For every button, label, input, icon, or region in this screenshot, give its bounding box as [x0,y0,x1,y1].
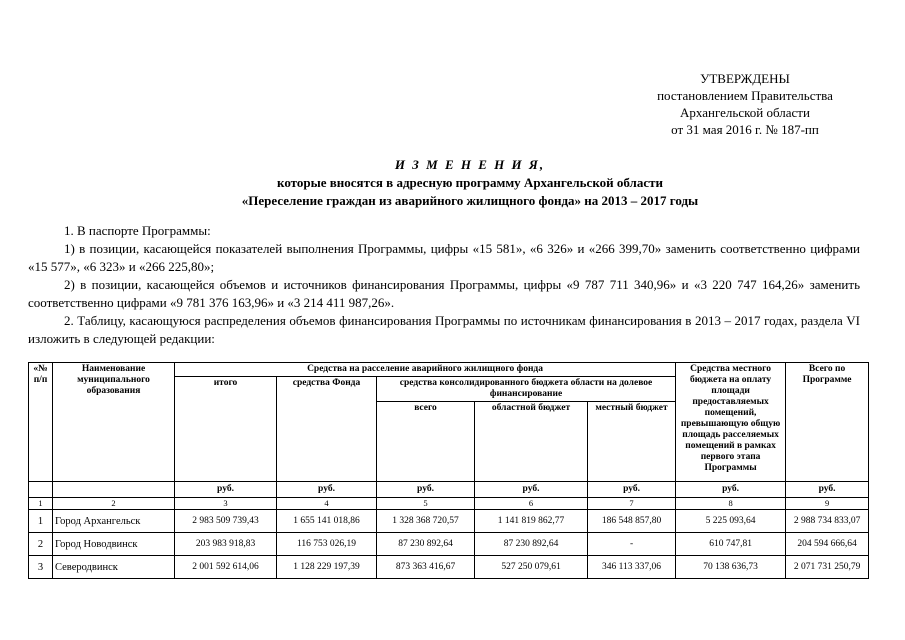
approval-line-2: постановлением Правительства [657,88,833,103]
header-num: «№ п/п [29,363,53,482]
cell-local: 346 113 337,06 [588,556,676,579]
municipality-name: Город Архангельск [53,510,175,533]
header-name: Наименование муниципального образования [53,363,175,482]
cell-local: - [588,533,676,556]
cell-fund: 1 655 141 018,86 [277,510,377,533]
table-row [29,533,869,556]
table-row [29,556,869,579]
header-fund: средства Фонда [277,377,377,482]
cell-vsego: 1 328 368 720,57 [377,510,475,533]
row-number: 3 [29,556,53,579]
financing-table [28,362,869,579]
column-number: 7 [588,498,676,510]
cell-itogo: 203 983 918,83 [175,533,277,556]
cell-total: 2 071 731 250,79 [786,556,869,579]
unit-cell: руб. [377,482,475,498]
paragraph-4: 2. Таблицу, касающуюся распределения объемов финансирования Программы по источникам финансирования в 2013 – 2017 годах, раздела VI изложить в следующей редакции: [28,313,860,346]
cell-total: 204 594 666,64 [786,533,869,556]
municipality-name: Город Новодвинск [53,533,175,556]
header-itogo: итого [175,377,277,482]
column-number-row [29,498,869,510]
cell-local: 186 548 857,80 [588,510,676,533]
column-number: 5 [377,498,475,510]
paragraph-3: 2) в позиции, касающейся объемов и источников финансирования Программы, цифры «9 787 711 340,96» и «3 220 747 164,26» заменить соответственно цифрами «9 781 376 163,96» и «3 214 411 987,26». [28,277,860,310]
unit-cell: руб. [475,482,588,498]
column-number: 1 [29,498,53,510]
header-funds: Средства на расселение аварийного жилищного фонда [175,363,676,377]
column-number: 4 [277,498,377,510]
header-local-extra: Средства местного бюджета на оплату площади предоставляемых помещений, превышающую общую площадь расселяемых помещений в рамках первого этапа Программы [676,363,786,482]
cell-local-extra: 5 225 093,64 [676,510,786,533]
cell-itogo: 2 983 509 739,43 [175,510,277,533]
paragraph-2: 1) в позиции, касающейся показателей выполнения Программы, цифры «15 581», «6 326» и «266 399,70» заменить соответственно цифрами «15 577», «6 323» и «266 225,80»; [28,241,860,274]
cell-regional: 1 141 819 862,77 [475,510,588,533]
approval-block [600,70,890,138]
header-consolidated: средства консолидированного бюджета области на долевое финансирование [377,377,676,402]
document-title [120,156,820,210]
header-regional: областной бюджет [475,402,588,482]
column-number: 6 [475,498,588,510]
cell-total: 2 988 734 833,07 [786,510,869,533]
column-number: 3 [175,498,277,510]
document-body [28,222,860,348]
unit-cell: руб. [676,482,786,498]
unit-cell: руб. [588,482,676,498]
cell-itogo: 2 001 592 614,06 [175,556,277,579]
row-number: 1 [29,510,53,533]
unit-cell: руб. [786,482,869,498]
cell-local-extra: 610 747,81 [676,533,786,556]
header-vsego: всего [377,402,475,482]
unit-cell: руб. [175,482,277,498]
header-local: местный бюджет [588,402,676,482]
paragraph-1: 1. В паспорте Программы: [64,223,211,238]
cell-vsego: 87 230 892,64 [377,533,475,556]
approval-line-3: Архангельской области [680,105,810,120]
row-number: 2 [29,533,53,556]
cell-local-extra: 70 138 636,73 [676,556,786,579]
cell-fund: 1 128 229 197,39 [277,556,377,579]
table-row [29,510,869,533]
title-line-2: которые вносятся в адресную программу Архангельской области [277,175,663,190]
column-number: 2 [53,498,175,510]
unit-cell: руб. [277,482,377,498]
column-number: 9 [786,498,869,510]
cell-fund: 116 753 026,19 [277,533,377,556]
unit-row [29,482,869,498]
title-line-3: «Переселение граждан из аварийного жилищного фонда» на 2013 – 2017 годы [241,193,699,208]
header-total: Всего по Программе [786,363,869,482]
cell-regional: 527 250 079,61 [475,556,588,579]
cell-vsego: 873 363 416,67 [377,556,475,579]
municipality-name: Северодвинск [53,556,175,579]
title-line-1: И З М Е Н Е Н И Я, [394,157,546,172]
approval-line-1: УТВЕРЖДЕНЫ [700,71,790,86]
cell-regional: 87 230 892,64 [475,533,588,556]
column-number: 8 [676,498,786,510]
approval-line-4: от 31 мая 2016 г. № 187-пп [671,122,819,137]
